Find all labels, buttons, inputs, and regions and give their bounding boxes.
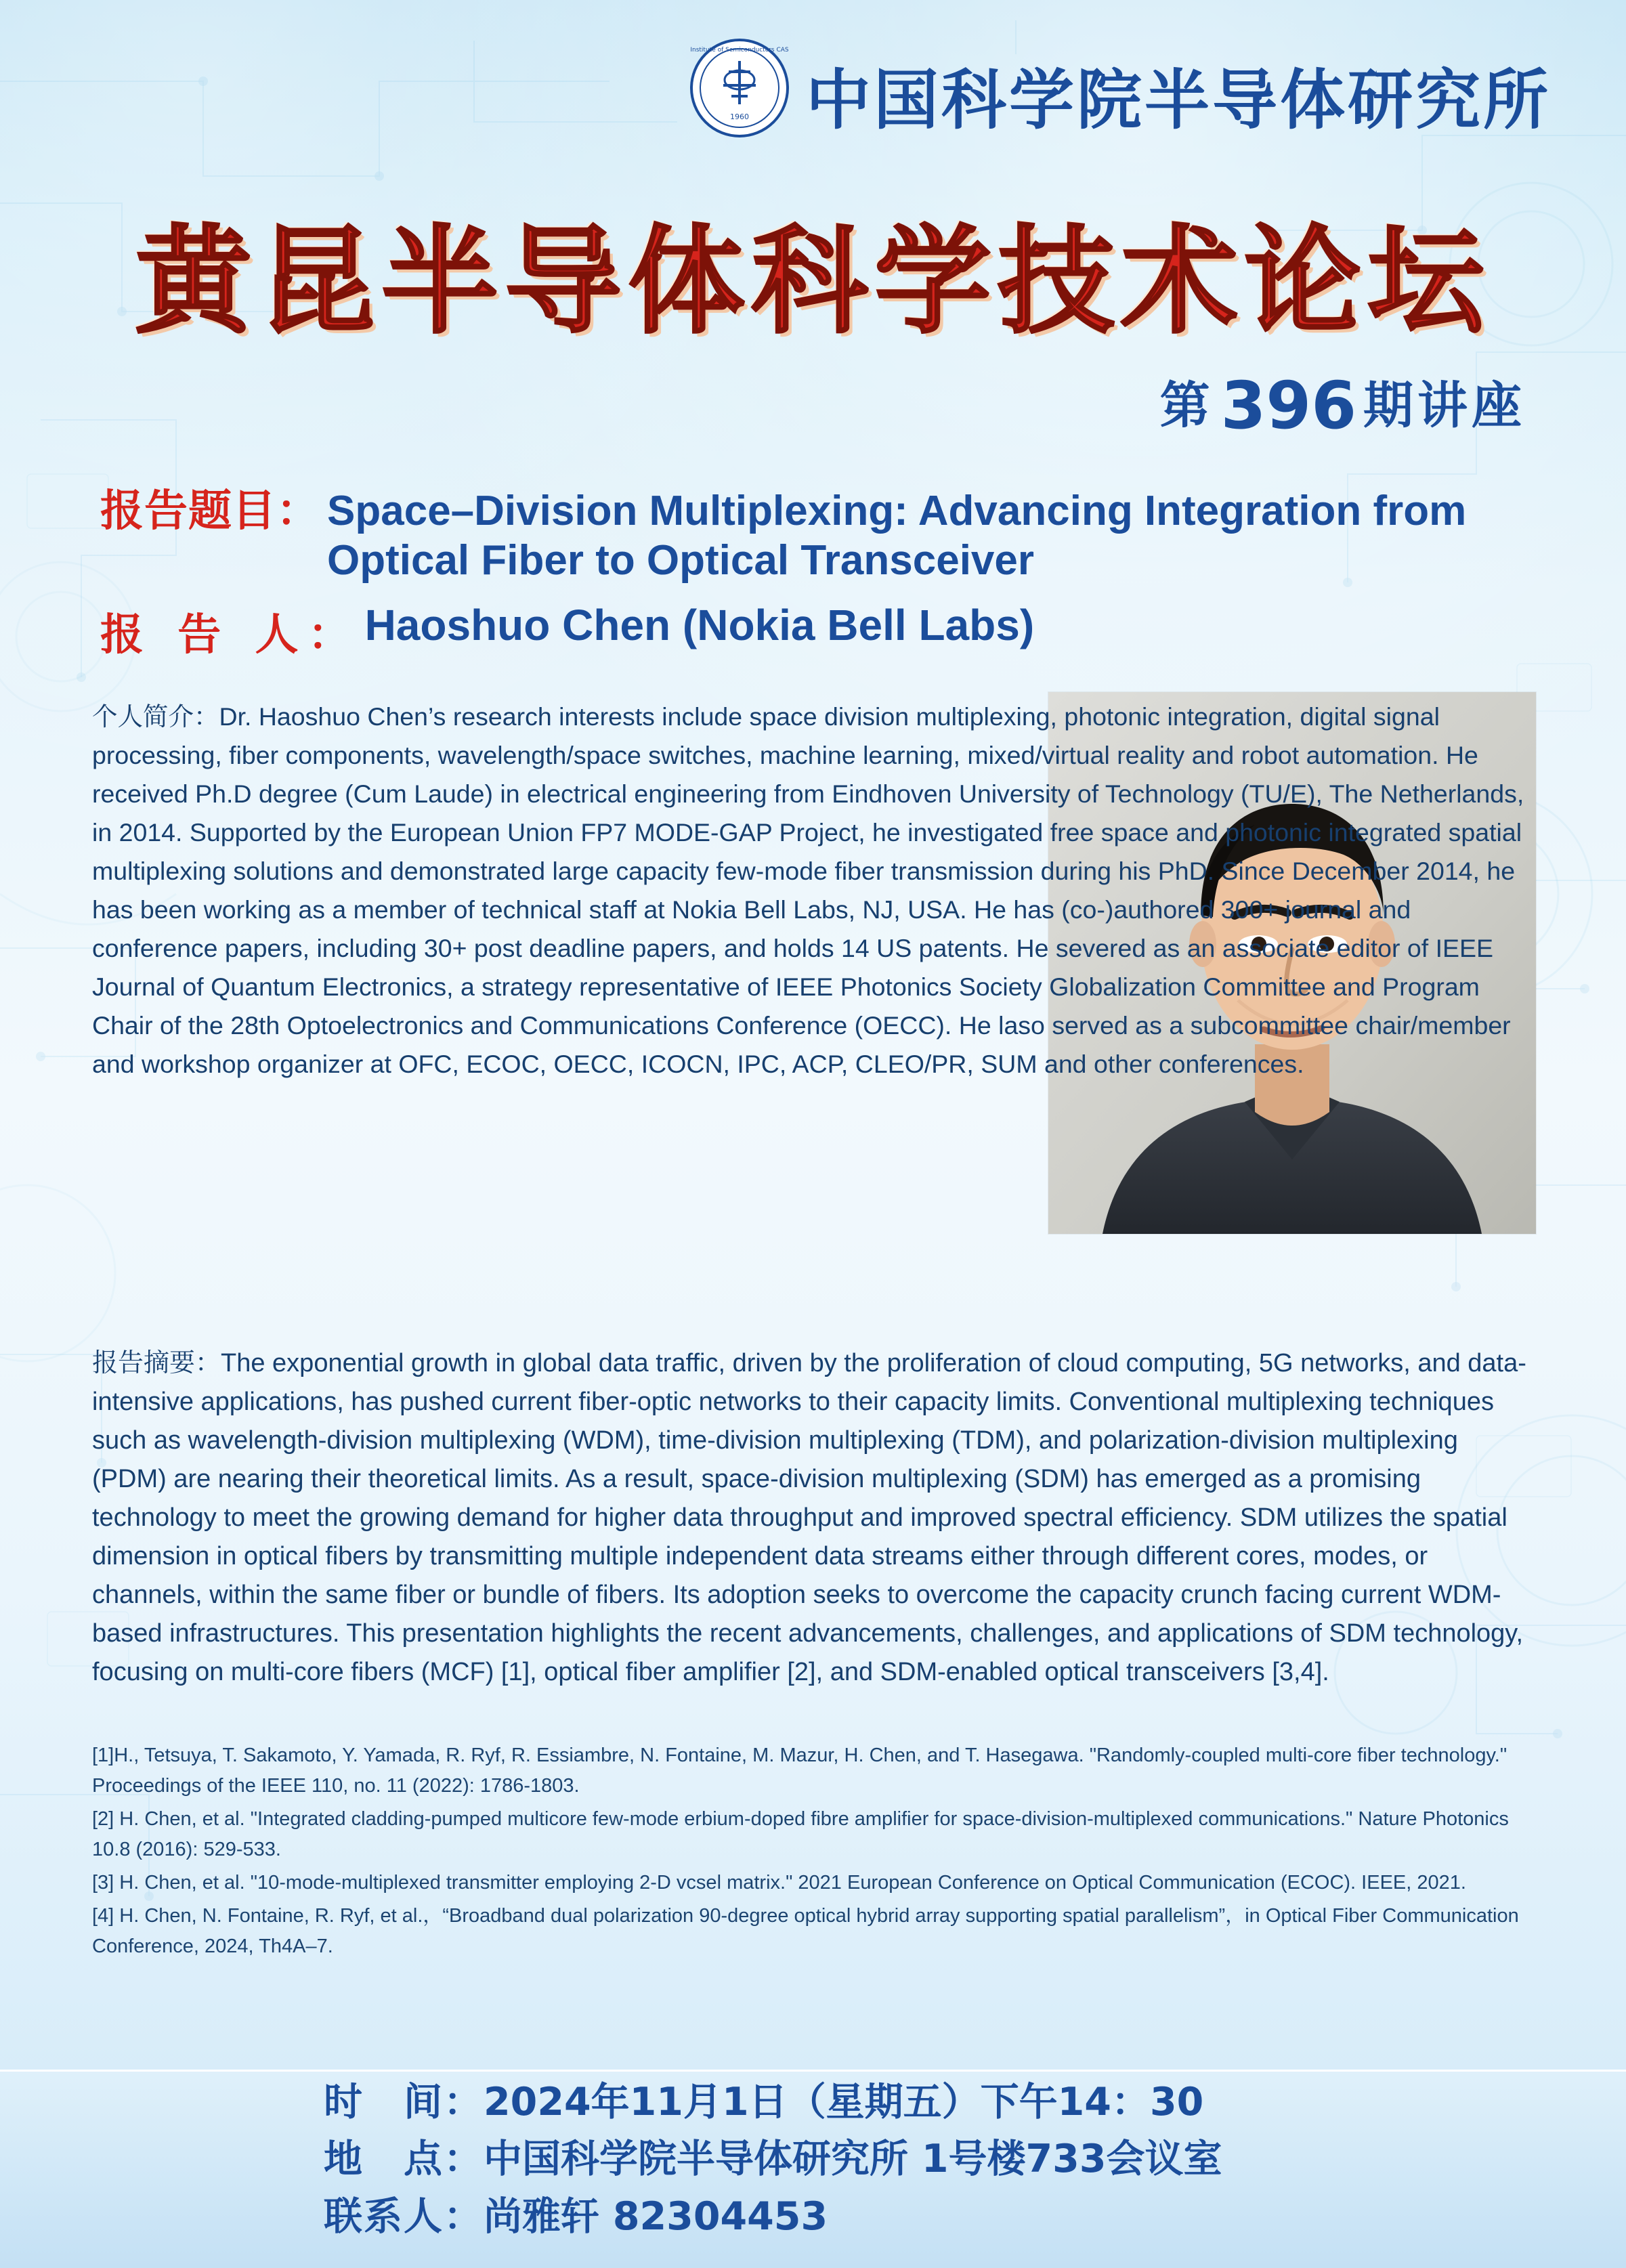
event-place-value: 中国科学院半导体研究所 1号楼733会议室 <box>484 2137 1222 2182</box>
abstract-label: 报告摘要： <box>92 1349 221 1377</box>
speaker-value: Haoshuo Chen (Nokia Bell Labs) <box>364 601 1035 650</box>
event-place-row <box>324 2131 1222 2187</box>
talk-title-line1: Space–Division Multiplexing: Advancing Integration from <box>327 488 1467 534</box>
reference-item: [2] H. Chen, et al. "Integrated cladding-pumped multicore few-mode erbium-doped fibre amplifier for space-division-multiplexed communications." Nature Photonics 10.8 (2016): 529-533. <box>92 1807 1509 1860</box>
event-details <box>324 2074 1222 2245</box>
session-suffix: 期讲座 <box>1363 377 1526 435</box>
event-contact-row <box>324 2188 1222 2245</box>
event-contact-label: 联系人： <box>324 2194 484 2239</box>
event-place-label: 地 点： <box>324 2137 484 2182</box>
event-time-row <box>324 2074 1222 2131</box>
talk-title-value <box>327 486 1466 585</box>
event-time-value: 2024年11月1日（星期五）下午14：30 <box>484 2079 1204 2124</box>
institute-name: 中国科学院半导体研究所 <box>806 62 1551 138</box>
speaker-row <box>100 600 1536 662</box>
reference-list <box>92 1740 1536 1965</box>
reference-item: [3] H. Chen, et al. "10-mode-multiplexed transmitter employing 2-D vcsel matrix." 2021 European Conference on Optical Communication (ECOC). IEEE, 2021. <box>92 1871 1466 1893</box>
speaker-bio <box>92 698 1535 1084</box>
event-contact-value: 尚雅轩 82304453 <box>484 2194 828 2239</box>
abstract-text: The exponential growth in global data traffic, driven by the proliferation of cloud computing, 5G networks, and data-intensive applications, has pushed current fiber-optic networks to their capacity limits. Conventional multiplexing techniques such as wavelength-division multiplexing (WDM), time-division multiplexing (TDM), and polarization-division multiplexing (PDM) are nearing their theoretical limits. As a result, space-division multiplexing (SDM) has emerged as a promising technology to meet the growing demand for higher data throughput and improved spectral efficiency. SDM utilizes the spatial dimension in optical fibers by transmitting multiple independent data streams either through different cores, modes, or channels, within the same fiber or bundle of fibers. Its adoption seeks to overcome the capacity crunch facing current WDM-based infrastructures. This presentation highlights the recent advancements, challenges, and applications of SDM technology, focusing on multi-core fibers (MCF) [1], optical fiber amplifier [2], and SDM-enabled optical transceivers [3,4]. <box>92 1349 1526 1686</box>
talk-title-row <box>100 486 1536 585</box>
talk-title-line2: Optical Fiber to Optical Transceiver <box>327 537 1035 584</box>
topic-block <box>100 486 1536 662</box>
speaker-label: 报 告 人： <box>100 610 361 661</box>
reference-item: [1]H., Tetsuya, T. Sakamoto, Y. Yamada, R. Ryf, R. Essiambre, N. Fontaine, M. Mazur, H. Chen, and T. Hasegawa. "Randomly-coupled multi-core fiber technology." Proceedings of the IEEE 110, no. 11 (2022): 1786-1803. <box>92 1745 1507 1797</box>
bio-text: Dr. Haoshuo Chen’s research interests include space division multiplexing, photonic integration, digital signal processing, fiber components, wavelength/space switches, machine learning, mixed/virtual reality and robot automation. He received Ph.D degree (Cum Laude) in electrical engineering from Eindhoven University of Technology (TU/E), The Netherlands, in 2014. Supported by the European Union FP7 MODE-GAP Project, he investigated free space and photonic integrated spatial multiplexing solutions and demonstrated large capacity few-mode fiber transmission during his PhD. Since December 2014, he has been working as a member of technical staff at Nokia Bell Labs, NJ, USA. He has (co-)authored 300+ journal and conference papers, including 30+ post deadline papers, and holds 14 US patents. He severed as an associate editor of IEEE Journal of Quantum Electronics, a strategy representative of IEEE Photonics Society Globalization Committee and Program Chair of the 28th Optoelectronics and Communications Conference (OECC). He laso served as a subcommittee chair/member and workshop organizer at OFC, ECOC, OECC, ICOCN, IPC, ACP, CLEO/PR, SUM and other conferences. <box>92 702 1524 1078</box>
svg-text:Institute of Semiconductors CA: Institute of Semiconductors CAS <box>690 47 789 54</box>
session-line <box>1160 366 1526 444</box>
bio-label: 个人简介： <box>92 702 219 731</box>
talk-abstract <box>92 1344 1536 1692</box>
svg-text:1960: 1960 <box>730 112 749 121</box>
institute-seal-icon <box>689 38 790 138</box>
session-prefix: 第 <box>1159 377 1214 435</box>
reference-item: [4] H. Chen, N. Fontaine, R. Ryf, et al.，“Broadband dual polarization 90-degree optical hybrid array supporting spatial parallelism”，in Optical Fiber Communication Conference, 2024, Th4A–7. <box>92 1904 1519 1957</box>
event-time-label: 时 间： <box>324 2079 484 2124</box>
talk-title-label: 报告题目： <box>100 486 320 536</box>
forum-title: 黄昆半导体科学技术论坛 <box>135 213 1491 349</box>
poster-header <box>0 33 1626 175</box>
session-number: 396 <box>1220 368 1356 444</box>
